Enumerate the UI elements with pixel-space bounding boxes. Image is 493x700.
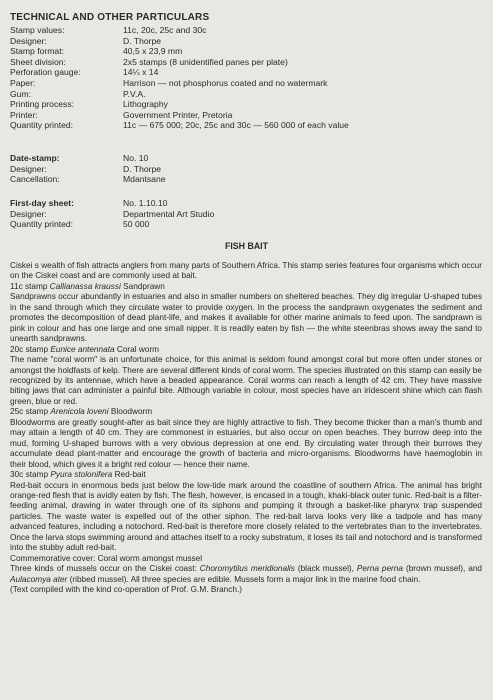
stamp-11c-text: Sandprawns occur abundantly in estuaries and also in smaller numbers on sheltered beaches. They dig irregular U-shaped tubes in the sand through which they circulate water to provide oxygen. In the process the sandprawn oxygenates the sediment and promotes the decomposition of dead plant-life, and makes it available for other marine animals to feed upon. The sandprawn is pink in colour and has one large and one small nipper. It is readily eaten by fish — the white steenbras shows away the sand to unearth sandprawns. [10,292,482,344]
stamp-value: 30c stamp [10,470,51,480]
detail-label: Paper: [10,77,36,88]
date-stamp-details [10,153,480,185]
credit-note: (Text compiled with the kind co-operation of Prof. G.M. Branch.) [10,585,243,595]
detail-label: Designer: [10,163,47,174]
detail-row [10,99,480,110]
species-name: Callianassa kraussi [49,281,121,291]
detail-row [10,198,480,209]
intro-paragraph: Ciskei s wealth of fish attracts anglers from many parts of Southern Africa. This stamp series features four organisms which occur on the Ciskei coast and are commonly used at bait. [10,261,482,281]
detail-row [10,153,480,164]
common-name: Coral worm [114,344,160,354]
detail-value: Government Printer, Pretoria [123,109,233,120]
technical-particulars [10,25,480,131]
detail-label: Printer: [10,109,38,120]
common-name: Bloodworm [108,407,153,417]
detail-row [10,57,480,68]
detail-row [10,164,480,175]
detail-value: D. Thorpe [123,35,162,46]
stamp-11c-heading [10,282,482,292]
detail-label: Stamp format: [10,46,64,57]
mussels-text: (brown mussel), and [403,564,482,574]
species-name: Choromytilus meridionalis [199,564,295,574]
detail-row [10,209,480,220]
detail-value: No. 10 [123,153,149,163]
stamp-20c-heading [10,345,482,355]
detail-label: Perforation gauge: [10,67,81,78]
detail-row [10,120,480,131]
mussels-text: (black mussel), [294,564,357,574]
detail-value: 11c — 675 000; 20c, 25c and 30c — 560 000 of each value [123,120,349,131]
detail-label: Cancellation: [10,174,60,185]
mussels-text: Three kinds of mussels occur on the Ciskei coast: [10,564,200,574]
detail-label: Stamp values: [10,25,65,35]
first-day-sheet-details [10,198,480,230]
stamp-20c-text: The name "coral worm" is an unfortunate choice, for this animal is seldom found amongst coral but more often under stones or amongst the holdfasts of kelp. There are several different kinds of coral worm. The species illustrated on this stamp can easily be recognized by its antennae, which have a beaded appearance. Coral worms can reach a length of 42 cm. They have massive biting jaws that can administer a painful bite. Although variable in colour, most species have an iridescent shine which can flash green, blue or red. [10,355,482,406]
detail-value: Mdantsane [123,174,166,185]
detail-label: Quantity printed: [10,219,74,230]
detail-value: P.V.A. [123,88,146,99]
section-title: FISH BAIT [224,241,268,251]
detail-row [10,89,480,100]
detail-row [10,36,480,47]
common-name: Red-bait [112,470,146,480]
article-body [10,261,482,596]
stamp-30c-text: Red-bait occurs in enormous beds just below the low-tide mark around the coastline of southern Africa. The animal has bright orange-red flesh that is avidly eaten by fish. The flesh, however, is encased in a tough, khaki-black outer tunic. Red-bait is a filter-feeding animal, drawing in water through one of its siphons and pumping it through a basket-like pharynx trap suspended particles. The waste water is expelled out of the other siphon. The red-bait larva looks very like a tadpole and has many advanced features, including a notochord. Red-bait is therefore more closely related to the vertebrates than to the invertebrates. Once the larva stops swimming around and attaches itself to a rocky substratum, it loses its tail and notochord and is transformed into the stubby adult red-bait. [10,480,482,553]
detail-row [10,25,480,36]
detail-label: First-day sheet: [10,198,74,208]
detail-value: Lithography [123,99,168,110]
detail-label: Designer: [10,208,47,219]
stamp-value: 25c stamp [10,407,51,417]
species-name: Aulacomya ater [10,574,68,584]
detail-value: 40,5 x 23,9 mm [123,46,183,57]
commemorative-cover: Commemorative cover: Coral worm amongst mussel [10,553,203,563]
detail-label: Quantity printed: [10,120,74,131]
detail-value: Departmental Art Studio [123,208,215,219]
detail-row [10,67,480,78]
detail-value: 14¼ x 14 [123,67,159,78]
common-name: Sandprawn [120,281,165,291]
species-name: Pyura stolonifera [50,470,113,480]
stamp-value: 11c stamp [10,281,50,291]
stamp-25c-text: Bloodworms are greatly sought-after as bait since they are highly attractive to fish. They become thicker than a man's thumb and may attain a length of 40 cm. They are commonest in estuaries, but also occur on open beaches. They burrow deep into the mud, forming U-shaped burrows with a very obvious depression at one end. By circulating water through their burrows they accumulate dead plant-matter and encourage the growth of bacteria and micro-organisms. Bloodworms have haemoglobin in their blood, which gives it a bright red colour — hence their name. [10,417,482,469]
stamp-value: 20c stamp [10,344,51,354]
mussels-paragraph [10,564,482,585]
mussels-text: (ribbed mussel). All three species are edible. Mussels form a major link in the marine food chain. [67,574,421,584]
detail-label: Sheet division: [10,56,66,67]
detail-value: Harrison — not phosphorus coated and no watermark [123,77,328,88]
detail-value: 50 000 [123,219,150,230]
detail-label: Gum: [10,88,32,99]
detail-label: Printing process: [10,99,75,110]
stamp-25c-heading [10,407,482,417]
detail-row [10,219,480,230]
detail-row [10,78,480,89]
species-name: Perna perna [356,564,403,574]
detail-value: No. 1.10.10 [123,198,168,208]
detail-value: D. Thorpe [123,163,162,174]
detail-row [10,174,480,185]
detail-label: Designer: [10,35,47,46]
species-name: Arenicola loveni [50,407,109,417]
detail-row [10,46,480,57]
stamp-30c-heading [10,470,482,480]
page-heading: TECHNICAL AND OTHER PARTICULARS [10,12,210,23]
detail-value: 11c, 20c, 25c and 30c [123,25,207,35]
detail-value: 2x5 stamps (8 unidentified panes per plate) [123,56,288,67]
detail-label: Date-stamp: [10,153,60,163]
detail-row [10,110,480,121]
species-name: Eunice antennata [50,344,115,354]
